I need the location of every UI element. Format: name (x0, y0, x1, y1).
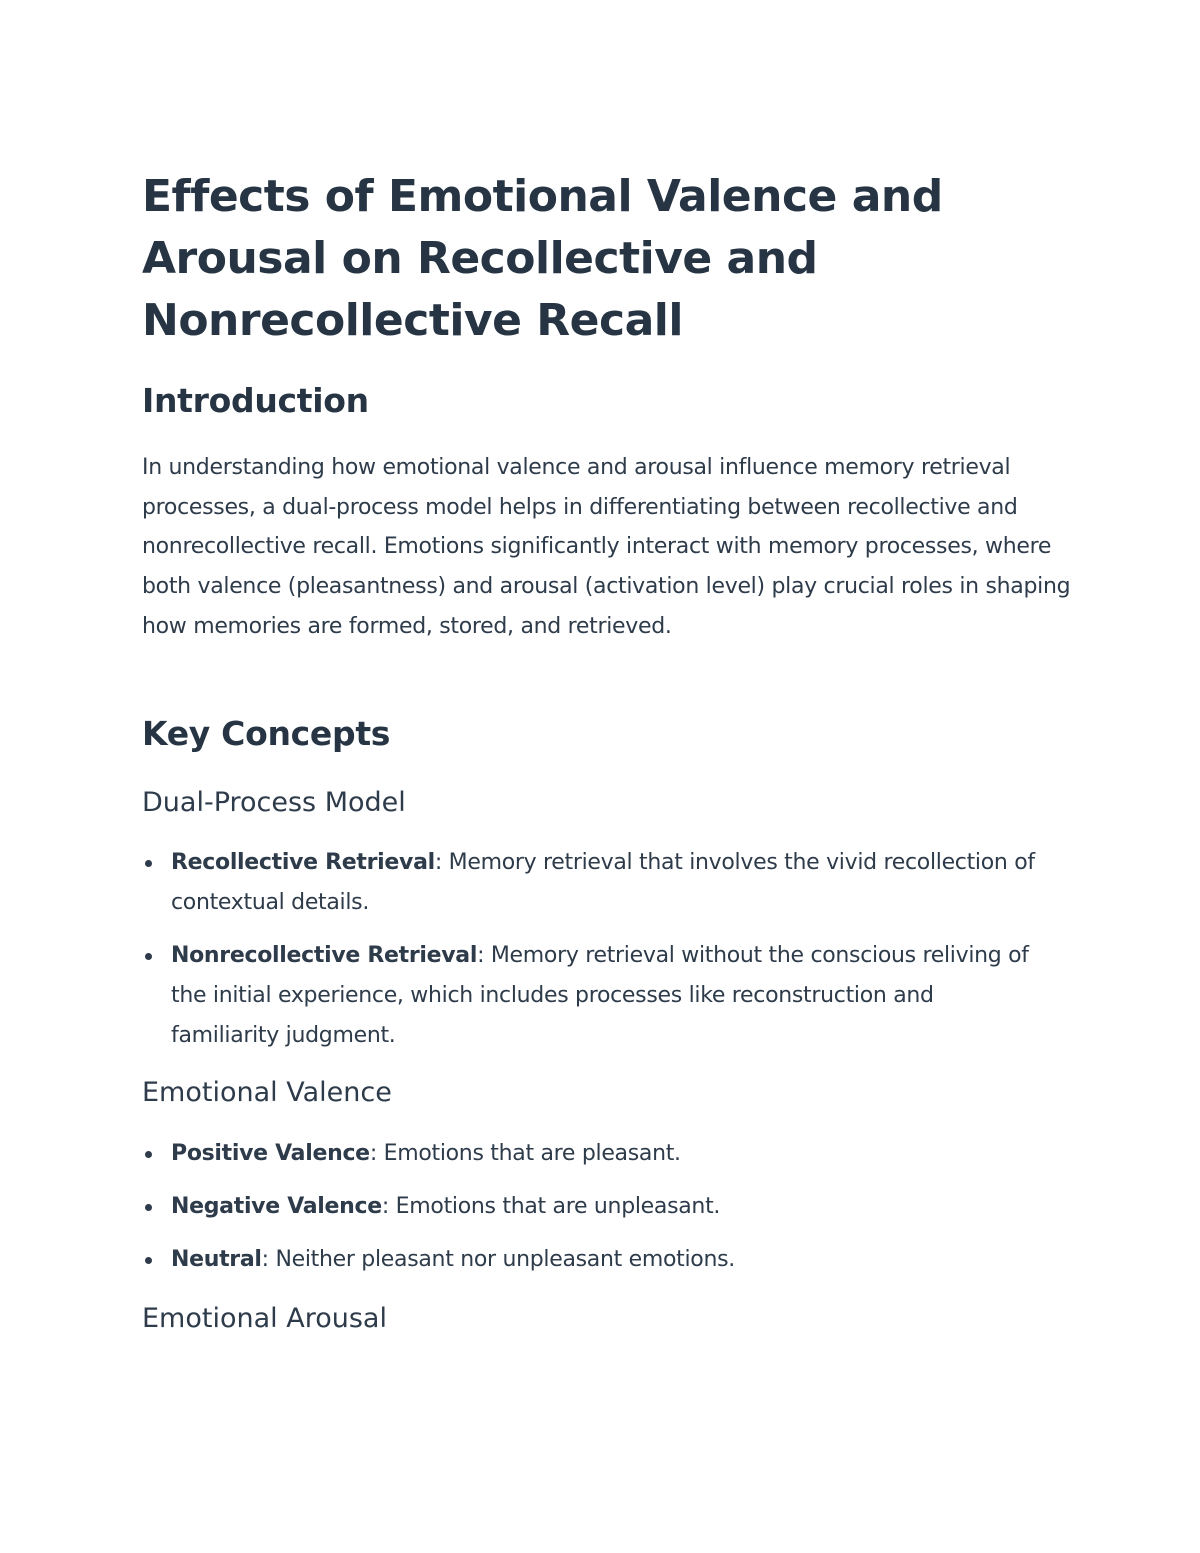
bullet-icon (145, 1151, 152, 1158)
term-label: Positive Valence (171, 1141, 370, 1166)
term-label: Nonrecollective Retrieval (171, 943, 478, 968)
list-item (142, 936, 1042, 1056)
arousal-heading: Emotional Arousal (142, 1303, 387, 1334)
bullet-icon (145, 1204, 152, 1211)
term-definition: : Memory retrieval that involves the vivid recollection of contextual details. (171, 850, 1035, 915)
bullet-icon (145, 1257, 152, 1264)
term-definition: : Emotions that are unpleasant. (381, 1194, 721, 1219)
document-title: Effects of Emotional Valence and Arousal on Recollective and Nonrecollective Recall (142, 171, 943, 346)
term-label: Neutral (171, 1247, 262, 1272)
term-definition: : Neither pleasant nor unpleasant emotions. (261, 1247, 735, 1272)
dual-process-heading: Dual-Process Model (142, 787, 406, 818)
list-item (142, 1134, 1042, 1174)
bullet-icon (145, 860, 152, 867)
list-item (142, 1240, 1042, 1280)
term-label: Negative Valence (171, 1194, 382, 1219)
term-definition: : Memory retrieval without the conscious reliving of the initial experience, which includes processes like reconstruction and familiarity judgment. (171, 943, 1029, 1048)
valence-list (142, 1134, 1042, 1280)
list-item (142, 843, 1042, 923)
bullet-icon (145, 953, 152, 960)
list-item (142, 1187, 1042, 1227)
introduction-paragraph: In understanding how emotional valence and arousal influence memory retrieval processes, a dual-process model helps in differentiating between recollective and nonrecollective recall. Emotions significantly interact with memory processes, where both valence (pleasantness) and arousal (activation level) play crucial roles in shaping how memories are formed, stored, and retrieved. (142, 455, 1071, 639)
valence-heading: Emotional Valence (142, 1077, 392, 1108)
introduction-heading: Introduction (142, 381, 369, 420)
dual-process-list (142, 843, 1042, 1056)
term-definition: : Emotions that are pleasant. (369, 1141, 681, 1166)
key-concepts-heading: Key Concepts (142, 714, 391, 753)
term-label: Recollective Retrieval (171, 850, 435, 875)
